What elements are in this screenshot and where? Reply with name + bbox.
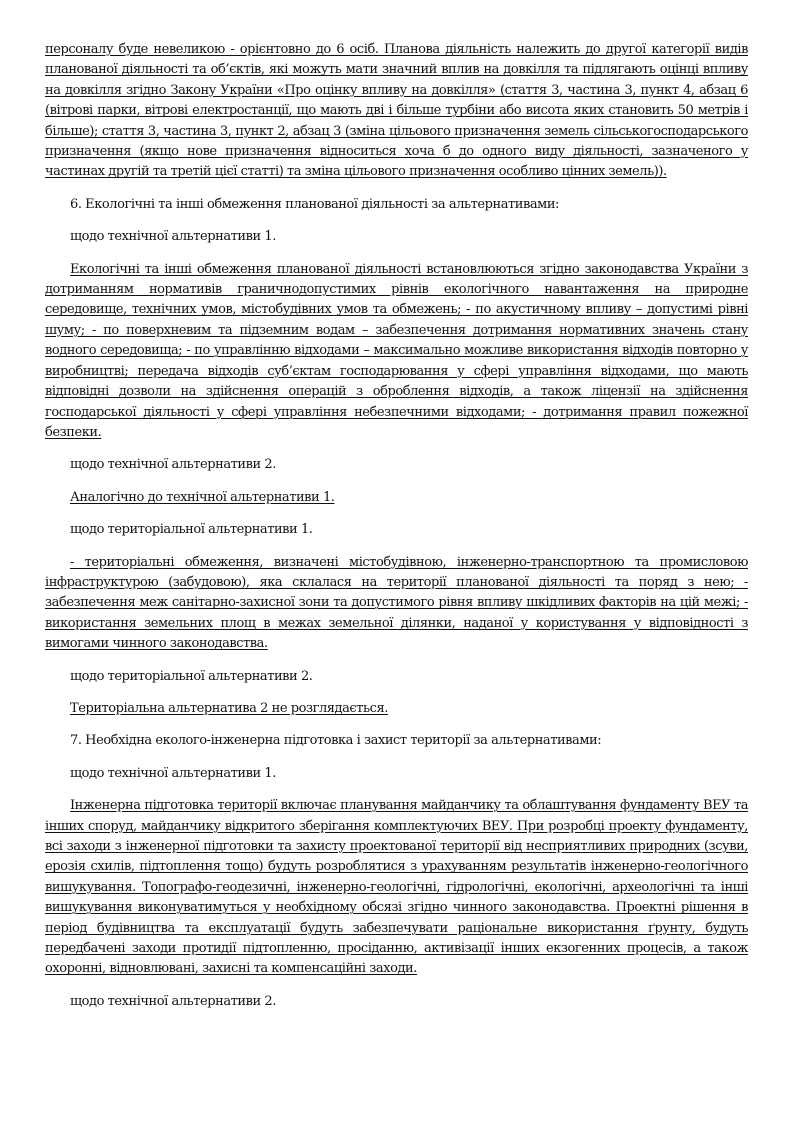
paragraph-text: - територіальні обмеження, визначені містобудівною, інженерно-транспортною та промисловою інфраструктурою (забудовою), яка склалася на території планованої діяльності та поряд з нею; - забезпечення меж санітарно-захисної зони та допустимого рівня впливу шкідливих факторів на цій межі; - використання земельних площ в межах земельної ділянки, наданої у користування у відповідності з вимогами чинного законодавства. <box>45 554 748 652</box>
paragraph-engineering-preparation <box>45 796 748 980</box>
section-heading-7: 7. Необхідна еколого-інженерна підготовка і захист території за альтернативами: <box>70 733 602 749</box>
subheading-territorial-alt-2: щодо територіальної альтернативи 2. <box>70 668 313 684</box>
paragraph-text: Аналогічно до технічної альтернативи 1. <box>70 489 335 505</box>
paragraph-text: персоналу буде невеликою - орієнтовно до 6 осіб. Планова діяльність належить до другої категорії видів планованої діяльності та об’єктів, які можуть мати значний вплив на довкілля та підлягають оцінці впливу на довкілля згідно Закону України «Про оцінку впливу на довкілля» (стаття 3, частина 3, пункт 4, абзац 6 (вітрові парки, вітрові електростанції, що мають дві і більше турбіни або висота яких становить 50 метрів і більше); стаття 3, частина 3, пункт 2, абзац 3 (зміна цільового призначення земель сільськогосподарського призначення (якщо нове призначення відноситься хоча б до одного виду діяльності, зазначеного у частинах другій та третій цієї статті) та зміна цільового призначення особливо цінних земель)). <box>45 42 748 180</box>
paragraph-text: Інженерна підготовка території включає планування майданчику та облаштування фундаменту ВЕУ та інших споруд, майданчику відкритого зберігання комплектуючих ВЕУ. При розробці проекту фундаменту, всі заходи з інженерної підготовки та захисту проектованої території від несприятливих природних (зсуви, ерозія схилів, підтоплення тощо) будуть розроблятися з урахуванням результатів інженерно-геологічного вишукування. Топографо-геодезичні, інженерно-геологічні, гідрологічні, екологічні, археологічні та інші вишукування виконуватимуться у необхідному обсязі згідно чинного законодавства. Проектні рішення в період будівництва та експлуатації будуть забезпечувати раціональне використання ґрунту, будуть передбачені заходи протидії підтопленню, просіданню, активізації інших екзогенних процесів, а також охоронні, відновлювані, захисні та компенсаційні заходи. <box>45 798 748 977</box>
subheading-technical-alt-2-section-7: щодо технічної альтернативи 2. <box>70 993 276 1009</box>
paragraph-ecological-restrictions <box>45 260 748 444</box>
subheading-technical-alt-1-section-7: щодо технічної альтернативи 1. <box>70 765 276 781</box>
paragraph-personnel-and-category <box>45 40 748 183</box>
paragraph-territorial-alt-2-not-considered <box>45 699 748 719</box>
section-heading-6: 6. Екологічні та інші обмеження планованої діяльності за альтернативами: <box>70 196 559 212</box>
subheading-technical-alt-1: щодо технічної альтернативи 1. <box>70 229 276 245</box>
subheading-technical-alt-2: щодо технічної альтернативи 2. <box>70 457 276 473</box>
paragraph-territorial-restrictions <box>45 553 748 655</box>
paragraph-text: Територіальна альтернатива 2 не розглядається. <box>70 700 388 716</box>
paragraph-analogous-alt-1 <box>45 488 748 508</box>
subheading-territorial-alt-1: щодо територіальної альтернативи 1. <box>70 522 313 538</box>
paragraph-text: Екологічні та інші обмеження планованої діяльності встановлюються згідно законодавства України з дотриманням нормативів граничнодопустимих рівнів екологічного навантаження на природне середовище, технічних умов, містобудівних умов та обмежень; - по акустичному впливу – допустимі рівні шуму; - по поверхневим та підземним водам – забезпечення дотримання нормативних значень стану водного середовища; - по управлінню відходами – максимально можливе використання відходів повторно у виробництві; передача відходів суб’єктам господарювання у сфері управління відходами, що мають відповідні дозволи на здійснення операцій з оброблення відходів, а також ліцензії на здійснення господарської діяльності у сфері управління небезпечними відходами; - дотримання правил пожежної безпеки. <box>45 261 748 440</box>
document-page <box>45 40 748 1012</box>
